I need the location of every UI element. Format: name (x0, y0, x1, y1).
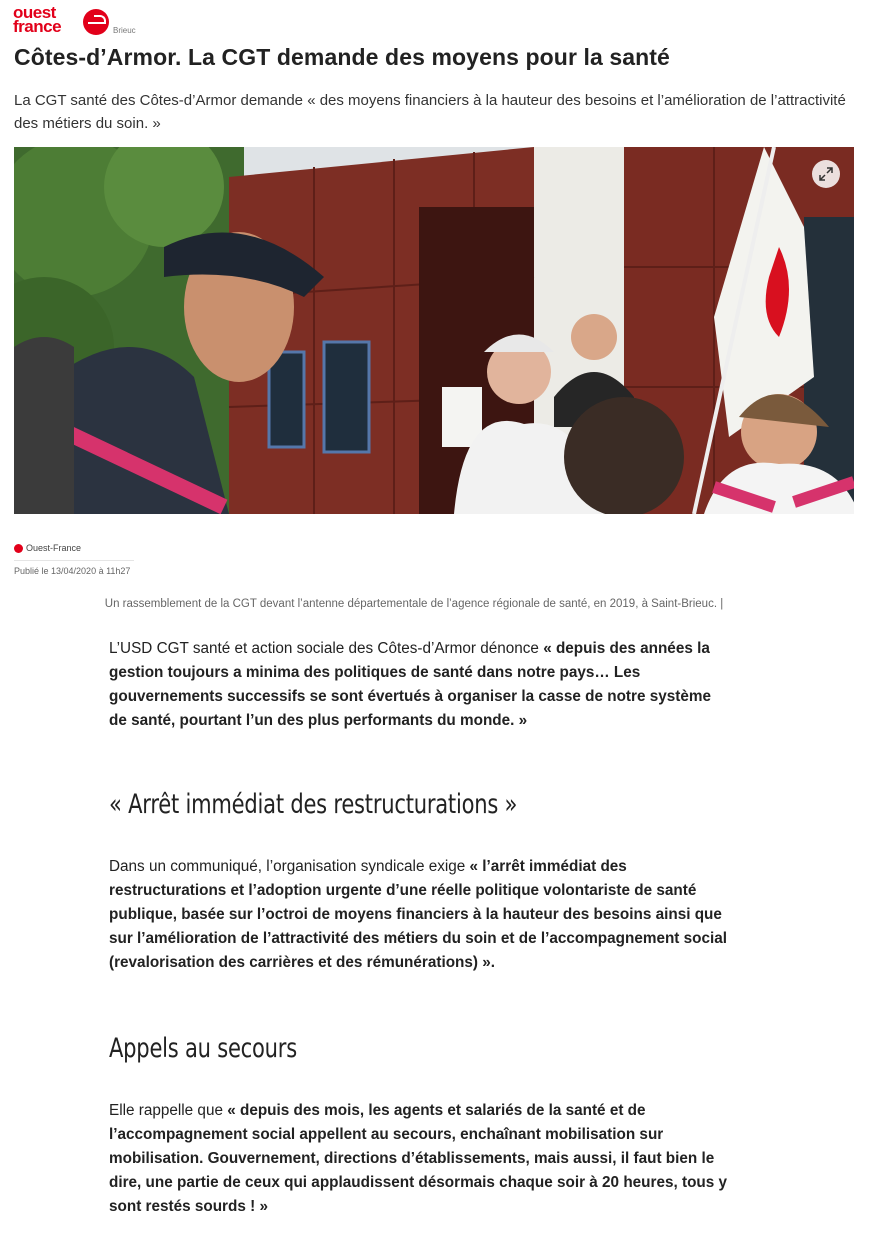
brand-logo-text[interactable] (13, 3, 62, 36)
p3-plain: Elle rappelle que (109, 1102, 228, 1119)
location-label: Brieuc (113, 26, 136, 35)
body-paragraph-3 (109, 1099, 729, 1219)
photo-credit (14, 543, 81, 553)
article-lead: La CGT santé des Côtes-d’Armor demande « des moyens financiers à la hauteur des besoins et l’amélioration de l’attractivité des métiers du soin. » (14, 92, 846, 132)
expand-icon (818, 166, 834, 182)
photo-caption: Un rassemblement de la CGT devant l’antenne départementale de l’agence régionale de santé, en 2019, à Saint-Brieuc. | (104, 598, 724, 610)
p1-quote: « depuis des années la gestion toujours a minima des politiques de santé dans notre pays… Les gouvernements successifs se sont évertués à organiser la casse de notre système de santé, pourtant l’un des plus performants du monde. » (109, 640, 711, 729)
ouest-france-mini-logo-icon (14, 544, 23, 553)
body-paragraph-2 (109, 855, 729, 975)
section-heading-2: Appels au secours (109, 1033, 297, 1064)
body-paragraph-1 (109, 637, 729, 733)
brand-line-1: ouest (13, 3, 56, 22)
p2-plain: Dans un communiqué, l’organisation syndicale exige (109, 858, 470, 875)
brand-line-2: france (13, 17, 62, 36)
article-title: Côtes-d’Armor. La CGT demande des moyens pour la santé (14, 44, 670, 70)
publication-date: Publié le 13/04/2020 à 11h27 (14, 566, 131, 576)
credit-divider (14, 560, 134, 561)
photo-credit-label: Ouest-France (26, 543, 82, 553)
p1-plain: L’USD CGT santé et action sociale des Côtes-d’Armor dénonce (109, 640, 544, 657)
p2-quote: « l’arrêt immédiat des restructurations et l’adoption urgente d’une réelle politique volontariste de santé publique, basée sur l’octroi de moyens financiers à la hauteur des besoins ainsi que sur l’amélioration de l’attractivité des métiers du soin et de l’accompagnement social (revalorisation des carrières et des rémunérations) ». (109, 858, 728, 971)
article-photo[interactable] (14, 147, 854, 514)
expand-photo-button[interactable] (812, 160, 840, 188)
p3-quote: « depuis des mois, les agents et salariés de la santé et de l’accompagnement social appellent au secours, enchaînant mobilisation sur mobilisation. Gouvernement, directions d’établissements, mais aussi, il faut bien le dire, une partie de ceux qui applaudissent désormais chaque soir à 20 heures, tous y sont restés sourds ! » (109, 1102, 728, 1215)
section-heading-1: « Arrêt immédiat des restructurations » (109, 789, 518, 820)
ouest-france-logo-icon[interactable] (83, 9, 109, 35)
